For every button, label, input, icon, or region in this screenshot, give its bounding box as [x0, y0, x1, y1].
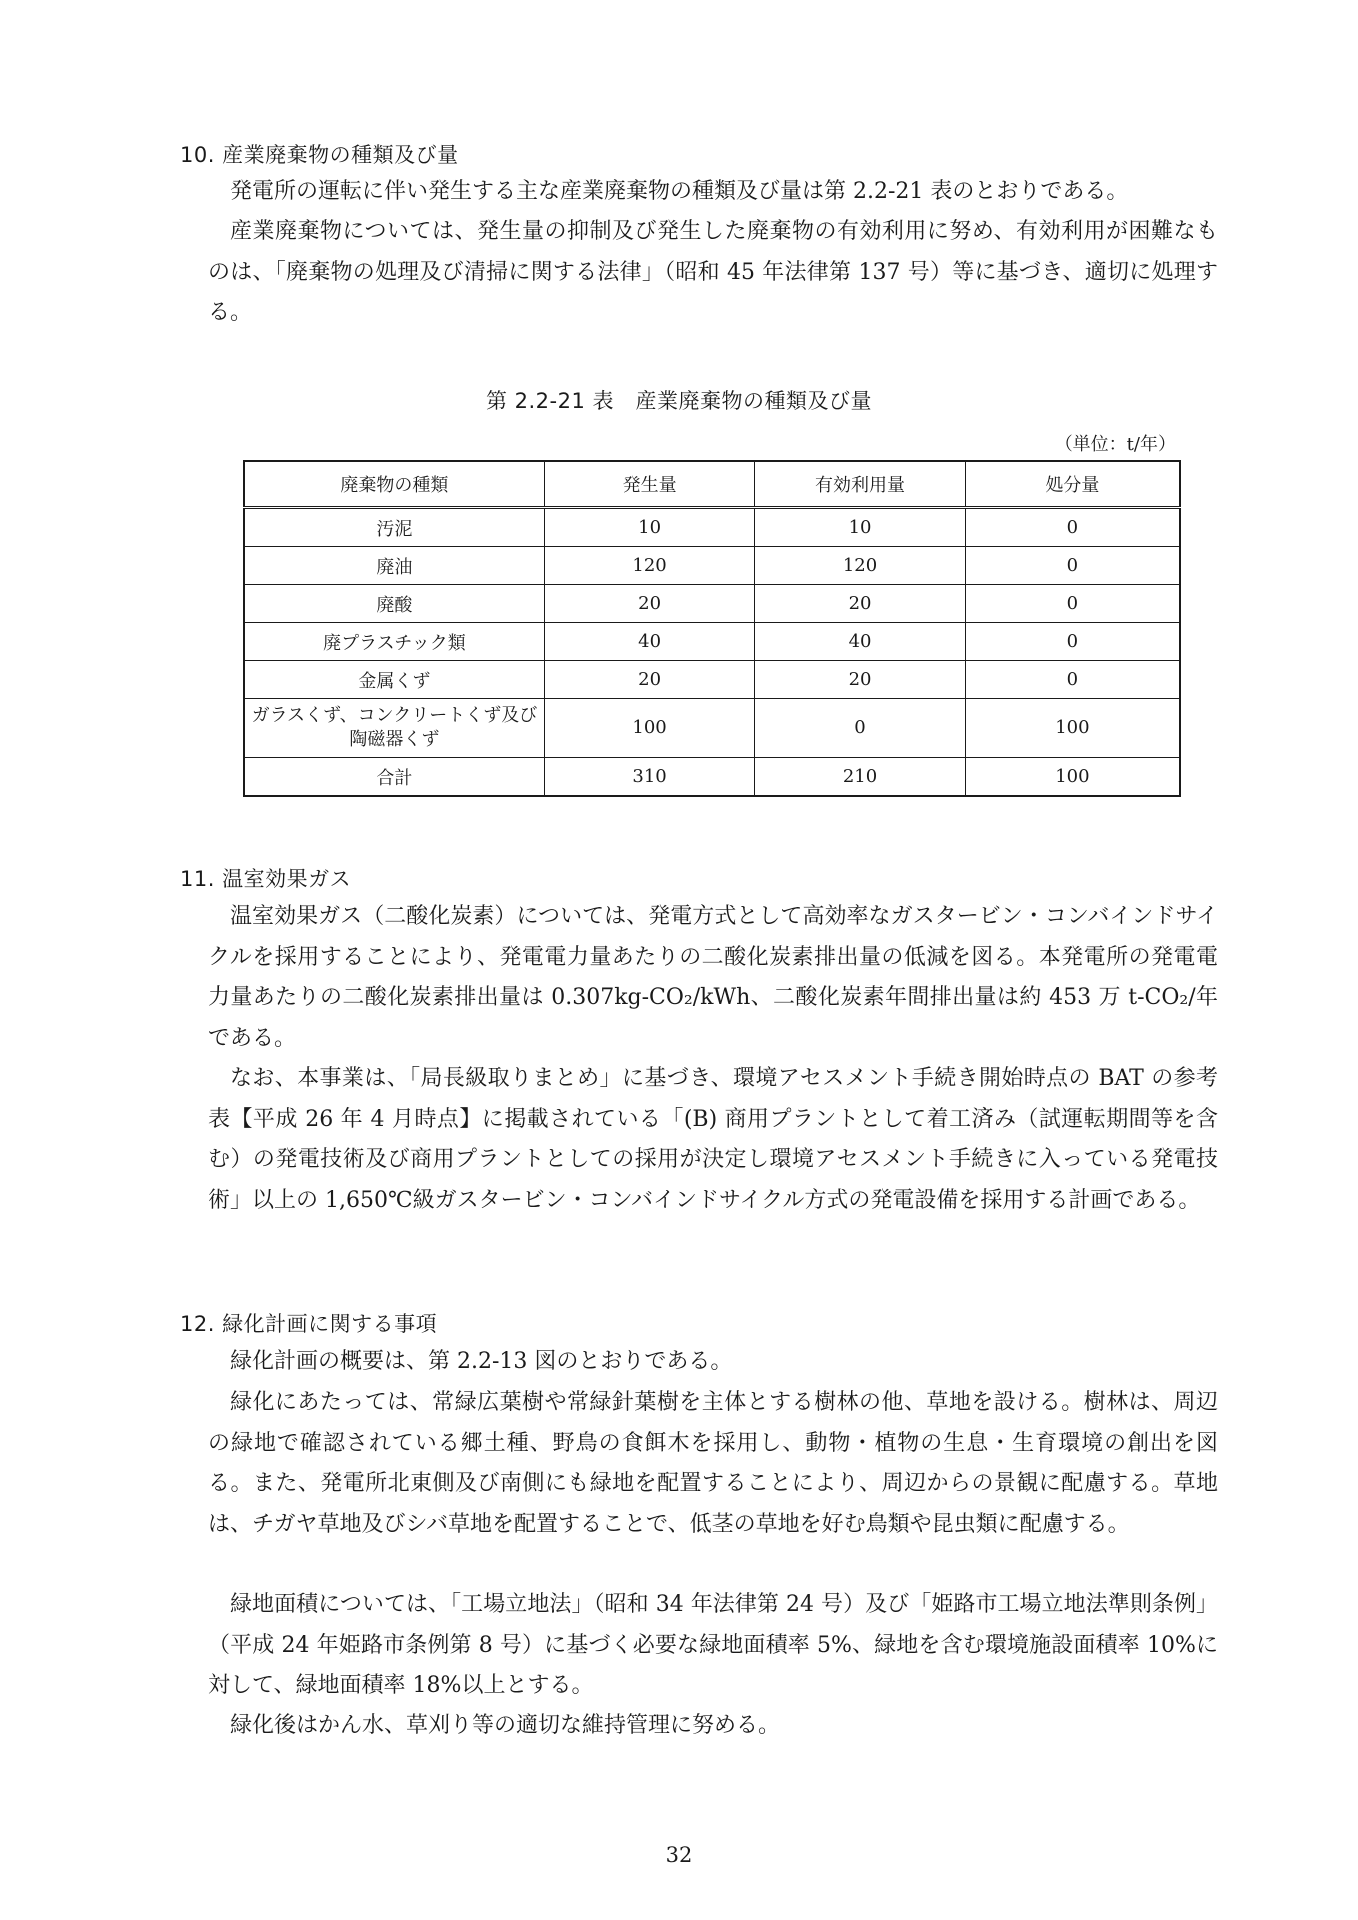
cell-type: 廃酸: [244, 585, 544, 623]
section-11-paragraph-2: なお、本事業は、「局長級取りまとめ」に基づき、環境アセスメント手続き開始時点の BAT の参考表【平成 26 年 4 月時点】に掲載されている「(B) 商用プラントとして着工済み（試運転期間等を含む）の発電技術及び商用プラントとしての採用が決定し環境アセスメント手続きに入っている発電技術」以上の 1,650℃級ガスタービン・コンバインドサイクル方式の発電設備を採用する計画である。: [208, 1066, 1218, 1213]
cell-disposed: 100: [965, 699, 1180, 758]
table-row: [244, 623, 1180, 661]
section-12-paragraph-3: 緑地面積については、「工場立地法」（昭和 34 年法律第 24 号）及び「姫路市工場立地法準則条例」（平成 24 年姫路市条例第 8 号）に基づく必要な緑地面積率 5%、緑地を含む環境施設面積率 10%に対して、緑地面積率 18%以上とする。: [208, 1592, 1218, 1698]
table-row: [244, 585, 1180, 623]
section-12-paragraph-4: 緑化後はかん水、草刈り等の適切な維持管理に努める。: [230, 1713, 781, 1738]
table-header-row: [244, 461, 1180, 508]
cell-type: 廃油: [244, 547, 544, 585]
header-waste-type: 廃棄物の種類: [244, 461, 544, 508]
table-row: [244, 661, 1180, 699]
section-12-paragraph-2: 緑化にあたっては、常緑広葉樹や常緑針葉樹を主体とする樹林の他、草地を設ける。樹林は、周辺の緑地で確認されている郷土種、野鳥の食餌木を採用し、動物・植物の生息・生育環境の創出を図る。また、発電所北東側及び南側にも緑地を配置することにより、周辺からの景観に配慮する。草地は、チガヤ草地及びシバ草地を配置することで、低茎の草地を好む鳥類や昆虫類に配慮する。: [208, 1390, 1218, 1537]
cell-type: 合計: [244, 758, 544, 797]
cell-reused: 20: [755, 585, 965, 623]
cell-reused: 40: [755, 623, 965, 661]
cell-generated: 40: [544, 623, 754, 661]
cell-type: ガラスくず、コンクリートくず及び陶磁器くず: [244, 699, 544, 758]
cell-reused: 210: [755, 758, 965, 797]
cell-disposed: 0: [965, 661, 1180, 699]
cell-generated: 100: [544, 699, 754, 758]
section-12-heading: 12. 緑化計画に関する事項: [180, 1312, 438, 1336]
cell-reused: 10: [755, 508, 965, 547]
section-12-paragraph-1: 緑化計画の概要は、第 2.2-13 図のとおりである。: [230, 1349, 733, 1374]
waste-table: [243, 460, 1181, 797]
table-total-row: [244, 758, 1180, 797]
cell-disposed: 0: [965, 623, 1180, 661]
section-10-paragraph-2: 産業廃棄物については、発生量の抑制及び発生した廃棄物の有効利用に努め、有効利用が困難なものは、「廃棄物の処理及び清掃に関する法律」（昭和 45 年法律第 137 号）等に基づき、適切に処理する。: [208, 219, 1218, 325]
cell-generated: 20: [544, 585, 754, 623]
cell-reused: 120: [755, 547, 965, 585]
cell-type: 金属くず: [244, 661, 544, 699]
cell-type: 汚泥: [244, 508, 544, 547]
table-row: [244, 508, 1180, 547]
cell-disposed: 0: [965, 547, 1180, 585]
cell-generated: 120: [544, 547, 754, 585]
table-unit: （単位：t/年）: [1054, 434, 1176, 455]
section-11-heading: 11. 温室効果ガス: [180, 867, 352, 891]
cell-type: 廃プラスチック類: [244, 623, 544, 661]
section-10-paragraph-1: 発電所の運転に伴い発生する主な産業廃棄物の種類及び量は第 2.2-21 表のとおりである。: [230, 179, 1129, 204]
section-11-paragraph-1: 温室効果ガス（二酸化炭素）については、発電方式として高効率なガスタービン・コンバインドサイクルを採用することにより、発電電力量あたりの二酸化炭素排出量の低減を図る。本発電所の発電電力量あたりの二酸化炭素排出量は 0.307kg-CO₂/kWh、二酸化炭素年間排出量は約 453 万 t-CO₂/年である。: [208, 904, 1218, 1051]
header-reused: 有効利用量: [755, 461, 965, 508]
cell-disposed: 0: [965, 585, 1180, 623]
cell-disposed: 0: [965, 508, 1180, 547]
cell-reused: 20: [755, 661, 965, 699]
cell-disposed: 100: [965, 758, 1180, 797]
cell-reused: 0: [755, 699, 965, 758]
page-number: 32: [665, 1843, 693, 1867]
table-row: [244, 547, 1180, 585]
header-generated: 発生量: [544, 461, 754, 508]
cell-generated: 310: [544, 758, 754, 797]
section-10-heading: 10. 産業廃棄物の種類及び量: [180, 143, 459, 167]
header-disposed: 処分量: [965, 461, 1180, 508]
cell-generated: 10: [544, 508, 754, 547]
cell-generated: 20: [544, 661, 754, 699]
table-title: 第 2.2-21 表 産業廃棄物の種類及び量: [485, 389, 873, 413]
table-row: [244, 699, 1180, 758]
